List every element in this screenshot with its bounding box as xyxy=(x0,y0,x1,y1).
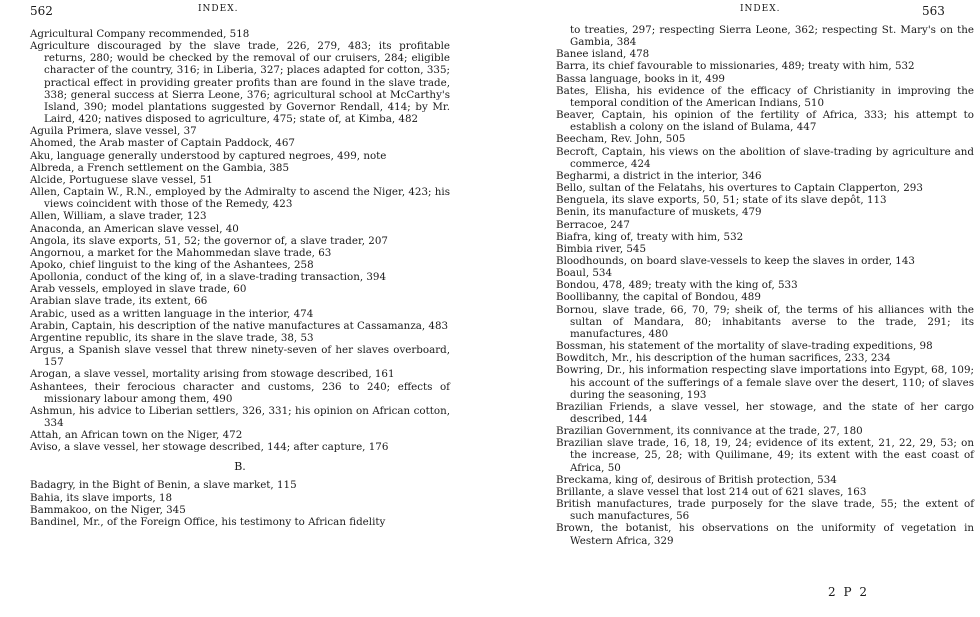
index-entry: Beaver, Captain, his opinion of the fertility of Africa, 333; his attempt to establish a colony on the island of Bulama, 447 xyxy=(556,109,974,134)
index-entry: Bowring, Dr., his information respecting slave importations into Egypt, 68, 109; his account of the sufferings of a female slave over the desert, 110; of slaves during the seasoning, 193 xyxy=(556,364,974,401)
index-entry: Aviso, a slave vessel, her stowage described, 144; after capture, 176 xyxy=(30,441,389,454)
index-entry: Bates, Elisha, his evidence of the efficacy of Christianity in improving the temporal condition of the American Indians, 510 xyxy=(556,84,974,109)
index-entry: Allen, William, a slave trader, 123 xyxy=(30,210,207,223)
index-entry: Ahomed, the Arab master of Captain Paddock, 467 xyxy=(30,137,295,150)
index-entry: Brazilian Friends, a slave vessel, her stowage, and the state of her cargo described, 144 xyxy=(556,400,974,425)
index-entries xyxy=(30,28,450,528)
index-entry: Beecham, Rev. John, 505 xyxy=(556,133,686,146)
running-head: INDEX. xyxy=(740,4,781,14)
index-entry: Allen, Captain W., R.N., employed by the Admiralty to ascend the Niger, 423; his views coincident with those of the Remedy, 423 xyxy=(30,186,450,211)
index-entry: Apoko, chief linguist to the king of the Ashantees, 258 xyxy=(30,258,314,271)
index-entries xyxy=(556,24,974,547)
right-page xyxy=(528,0,980,617)
index-entry: Bandinel, Mr., of the Foreign Office, his testimony to African fidelity xyxy=(30,515,386,528)
index-entry: Becroft, Captain, his views on the abolition of slave-trading by agriculture and commerce, 424 xyxy=(556,145,974,170)
page-number: 562 xyxy=(30,4,53,18)
index-entry: Bowditch, Mr., his description of the human sacrifices, 233, 234 xyxy=(556,352,891,365)
index-entry: Benguela, its slave exports, 50, 51; state of its slave depôt, 113 xyxy=(556,194,887,207)
index-entry: Arabin, Captain, his description of the native manufactures at Cassamanza, 483 xyxy=(30,319,449,332)
index-entry: Breckama, king of, desirous of British protection, 534 xyxy=(556,473,837,486)
index-entry: Bammakoo, on the Niger, 345 xyxy=(30,503,186,516)
index-entry: Brown, the botanist, his observations on the uniformity of vegetation in Western Africa, 329 xyxy=(556,522,974,547)
index-entry: Brillante, a slave vessel that lost 214 out of 621 slaves, 163 xyxy=(556,485,867,498)
index-entry: Agricultural Company recommended, 518 xyxy=(30,28,250,40)
index-entry: Banee island, 478 xyxy=(556,48,650,61)
index-entry: Alcide, Portuguese slave vessel, 51 xyxy=(30,173,213,186)
index-entry: Bahia, its slave imports, 18 xyxy=(30,491,173,504)
index-entry: Boollibanny, the capital of Bondou, 489 xyxy=(556,291,761,304)
left-page xyxy=(0,0,470,617)
index-entry: Attah, an African town on the Niger, 472 xyxy=(30,429,243,442)
index-entry: Brazilian slave trade, 16, 18, 19, 24; evidence of its extent, 21, 22, 29, 53; on the increase, 25, 28; with Quilimane, 49; its extent with the east coast of Africa, 50 xyxy=(556,437,974,474)
index-entry: Bornou, slave trade, 66, 70, 79; sheik of, the terms of his alliances with the sultan of Mandara, 80; inhabitants averse to the trade, 291; its manufactures, 480 xyxy=(556,303,974,340)
index-entry: Arab vessels, employed in slave trade, 60 xyxy=(30,283,247,296)
index-entry: Aguila Primera, slave vessel, 37 xyxy=(30,125,197,138)
index-entry: Angola, its slave exports, 51, 52; the governor of, a slave trader, 207 xyxy=(30,234,388,247)
index-entry: Arabic, used as a written language in the interior, 474 xyxy=(30,307,314,320)
index-entry: Anaconda, an American slave vessel, 40 xyxy=(30,222,239,235)
index-entry: Bloodhounds, on board slave-vessels to keep the slaves in order, 143 xyxy=(556,254,915,267)
signature-mark: 2 P 2 xyxy=(828,585,869,599)
index-entry: British manufactures, trade purposely for the slave trade, 55; the extent of such manufactures, 56 xyxy=(556,498,974,523)
index-entry: Angornou, a market for the Mahommedan slave trade, 63 xyxy=(30,246,332,259)
index-entry: Bello, sultan of the Felatahs, his overtures to Captain Clapperton, 293 xyxy=(556,182,923,195)
index-entry: Argus, a Spanish slave vessel that threw ninety-seven of her slaves overboard, 157 xyxy=(30,344,450,369)
index-entry: Ashmun, his advice to Liberian settlers, 326, 331; his opinion on African cotton, 334 xyxy=(30,404,450,429)
index-entry: Bondou, 478, 489; treaty with the king of, 533 xyxy=(556,279,798,292)
index-entry: Barra, its chief favourable to missionaries, 489; treaty with him, 532 xyxy=(556,60,915,73)
index-entry: Argentine republic, its share in the slave trade, 38, 53 xyxy=(30,331,314,344)
index-entry: Boaul, 534 xyxy=(556,267,613,280)
index-entry: Bimbia river, 545 xyxy=(556,242,647,255)
index-entry: Apollonia, conduct of the king of, in a slave-trading transaction, 394 xyxy=(30,271,387,284)
index-entry: Aku, language generally understood by captured negroes, 499, note xyxy=(30,149,387,162)
index-entry: Arogan, a slave vessel, mortality arising from stowage described, 161 xyxy=(30,368,395,381)
index-entry: Brazilian Government, its connivance at the trade, 27, 180 xyxy=(556,425,863,438)
index-entry: Albreda, a French settlement on the Gambia, 385 xyxy=(30,161,290,174)
index-entry: Badagry, in the Bight of Benin, a slave market, 115 xyxy=(30,479,297,492)
index-entry: Biafra, king of, treaty with him, 532 xyxy=(556,230,744,243)
index-entry: Arabian slave trade, its extent, 66 xyxy=(30,295,208,308)
index-entry: Bassa language, books in it, 499 xyxy=(556,72,725,85)
index-entry: Berracoe, 247 xyxy=(556,218,630,231)
index-entry: Benin, its manufacture of muskets, 479 xyxy=(556,206,762,219)
index-entry: Begharmi, a district in the interior, 346 xyxy=(556,169,762,182)
page-number: 563 xyxy=(922,4,945,18)
running-head: INDEX. xyxy=(198,4,239,14)
continued-entry: to treaties, 297; respecting Sierra Leone, 362; respecting St. Mary's on the Gambia, 384 xyxy=(570,24,974,49)
section-letter: B. xyxy=(234,460,246,474)
index-entry: Bossman, his statement of the mortality of slave-trading expeditions, 98 xyxy=(556,340,933,353)
index-entry: Ashantees, their ferocious character and customs, 236 to 240; effects of missionary labour among them, 490 xyxy=(30,380,450,405)
index-entry: Agriculture discouraged by the slave trade, 226, 279, 483; its profitable returns, 280; would be checked by the removal of our cruisers, 284; eligible character of the country, 316; in Liberia, 327; places adapted for cotton, 335; practical effect in providing greater profits than are found in the slave trade, 338; general success at Sierra Leone, 376; agricultural school at McCarthy's Island, 390; model plantations suggested by Governor Rendall, 414; by Mr. Laird, 420; natives disposed to agriculture, 475; state of, at Kimba, 482 xyxy=(30,40,450,126)
